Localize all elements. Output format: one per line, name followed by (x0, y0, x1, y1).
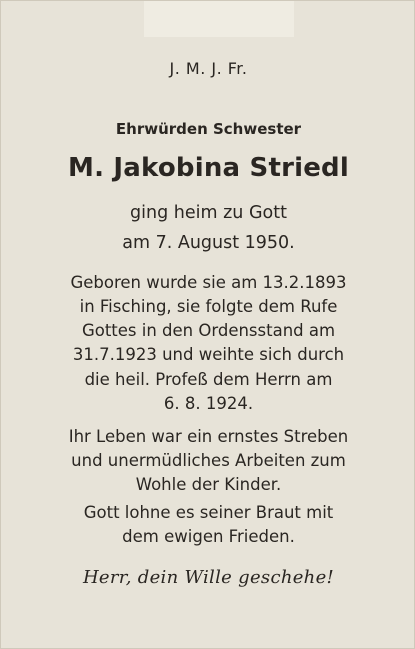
closing-prayer: Herr, dein Wille geschehe! (82, 567, 335, 588)
passed-line-1: ging heim zu Gott (130, 203, 287, 223)
salutation: Ehrwürden Schwester (115, 120, 302, 138)
body-line: 6. 8. 1924. (163, 394, 254, 413)
body-line: in Fisching, sie folgte dem Rufe (79, 297, 338, 316)
body-line: Ihr Leben war ein ernstes Streben (68, 427, 349, 446)
deceased-name: M. Jakobina Striedl (68, 153, 349, 183)
body-line: dem ewigen Frieden. (122, 527, 295, 546)
passed-line-2: am 7. August 1950. (122, 233, 295, 253)
body-line: Wohle der Kinder. (135, 475, 282, 494)
tape-mark (144, 1, 294, 37)
body-line: Gott lohne es seiner Braut mit (83, 503, 334, 522)
body-line: die heil. Profeß dem Herrn am (84, 370, 333, 389)
body-line: Geboren wurde sie am 13.2.1893 (70, 273, 347, 292)
body-line: und unermüdliches Arbeiten zum (71, 451, 346, 470)
body-line: Gottes in den Ordensstand am (81, 321, 336, 340)
header-monogram: J. M. J. Fr. (169, 59, 248, 78)
body-line: 31.7.1923 und weihte sich durch (72, 345, 345, 364)
